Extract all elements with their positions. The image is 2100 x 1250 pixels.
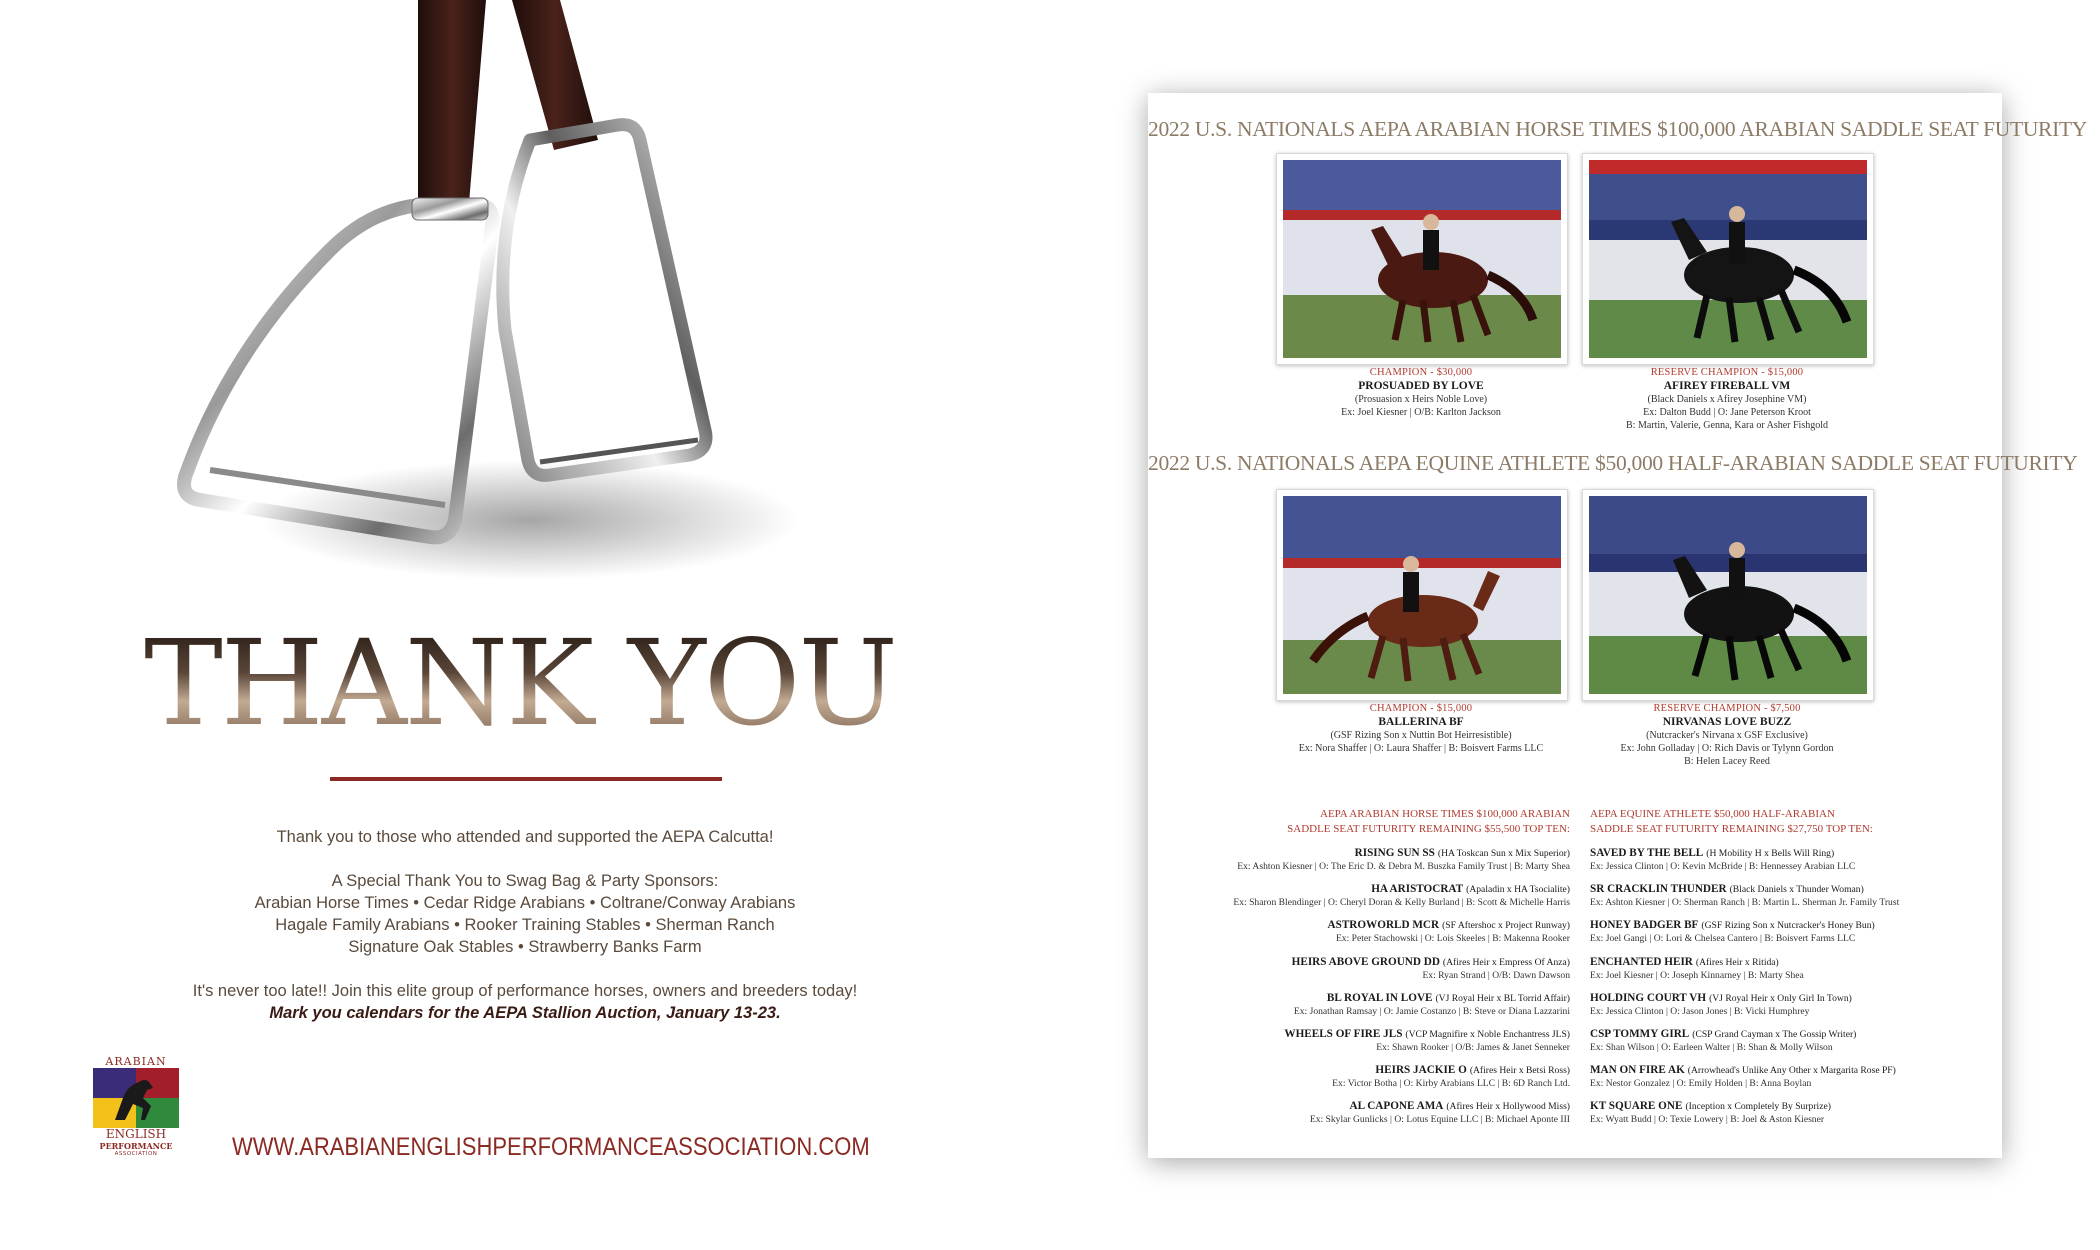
entry-people: Ex: Ashton Kiesner | O: Sherman Ranch | B: Martin L. Sherman Jr. Family Trust: [1590, 897, 1900, 909]
entry-title-line: [1150, 992, 1570, 1004]
invite-line: It's never too late!! Join this elite group of performance horses, owners and breeders today!: [192, 982, 858, 1000]
entry-people: Ex: Skylar Gunlicks | O: Lotus Equine LLC | B: Michael Aponte III: [1309, 1114, 1570, 1126]
heading-line: AEPA EQUINE ATHLETE $50,000 HALF-ARABIAN: [1590, 808, 1835, 820]
entry-horse-name: SR CRACKLIN THUNDER: [1590, 883, 1727, 896]
entry-horse-name: ASTROWORLD MCR: [1327, 919, 1440, 932]
entry-pedigree: (Apaladin x HA Tsocialite): [1466, 884, 1570, 896]
champion-caption: [1256, 367, 1586, 418]
entry-people: Ex: Joel Kiesner | O: Joseph Kinnarney | B: Marty Shea: [1590, 969, 1804, 981]
horse-name: NIRVANAS LOVE BUZZ: [1662, 716, 1792, 728]
sponsors-title: A Special Thank You to Swag Bag & Party Sponsors:: [331, 872, 719, 890]
entry-people: Ex: Ashton Kiesner | O: The Eric D. & Debra M. Buszka Family Trust | B: Marty Shea: [1237, 861, 1570, 872]
sponsor-line: Arabian Horse Times • Cedar Ridge Arabians • Coltrane/Conway Arabians: [254, 894, 796, 912]
entry-people: Ex: Shan Wilson | O: Earleen Walter | B: Shan & Molly Wilson: [1590, 1042, 1833, 1053]
entry-title-line: [1590, 992, 2010, 1004]
horse-name: BALLERINA BF: [1378, 716, 1464, 728]
horse-photo-image: [1283, 160, 1561, 358]
entry-pedigree: (Inception x Completely By Surprize): [1685, 1101, 1831, 1113]
sponsor-line: Signature Oak Stables • Strawberry Banks Farm: [348, 938, 702, 956]
top-ten-heading: [1170, 807, 1570, 837]
entry-horse-name: ENCHANTED HEIR: [1590, 955, 1693, 968]
stirrups-image: [150, 0, 870, 610]
entry-pedigree: (Arrowhead's Unlike Any Other x Margarita Rose PF): [1687, 1065, 1896, 1077]
entry-horse-name: SAVED BY THE BELL: [1590, 847, 1704, 859]
entry-pedigree: (VJ Royal Heir x BL Torrid Affair): [1435, 992, 1570, 1004]
award-label: RESERVE CHAMPION - $15,000: [1650, 367, 1804, 378]
entry-horse-name: RISING SUN SS: [1354, 847, 1435, 859]
entry-title-line: [1590, 847, 2010, 859]
entry-horse-name: HA ARISTOCRAT: [1371, 883, 1464, 896]
top-ten-entry: [1590, 847, 2010, 872]
top-ten-entry: [1590, 956, 2010, 981]
entry-pedigree: (Afires Heir x Empress Of Anza): [1442, 956, 1570, 968]
left-page: [0, 0, 1040, 1250]
sponsor-line: Hagale Family Arabians • Rooker Training Stables • Sherman Ranch: [275, 916, 775, 934]
champion-caption: [1256, 703, 1586, 754]
entry-pedigree: (VJ Royal Heir x Only Girl In Town): [1709, 992, 1852, 1004]
caption-line: (GSF Rizing Son x Nuttin Bot Heirresistible): [1330, 730, 1512, 741]
top-ten-entry: [1150, 956, 1570, 981]
entry-horse-name: CSP TOMMY GIRL: [1590, 1028, 1690, 1040]
entry-title-line: [1590, 956, 2010, 968]
horse-name: PROSUADED BY LOVE: [1358, 380, 1484, 392]
futurity-heading: 2022 U.S. NATIONALS AEPA EQUINE ATHLETE $50,000 HALF-ARABIAN SADDLE SEAT FUTURITY: [1148, 451, 2078, 475]
horse-name: AFIREY FIREBALL VM: [1663, 380, 1791, 392]
top-ten-entry: [1150, 883, 1570, 908]
entry-title-line: [1150, 847, 1570, 859]
entry-horse-name: KT SQUARE ONE: [1590, 1100, 1683, 1113]
caption-line: Ex: Joel Kiesner | O/B: Karlton Jackson: [1341, 407, 1501, 418]
heading-line: AEPA ARABIAN HORSE TIMES $100,000 ARABIAN: [1320, 808, 1570, 820]
horse-photo-image: [1589, 160, 1867, 358]
entry-people: Ex: Wyatt Budd | O: Texie Lowery | B: Joel & Aston Kiesner: [1590, 1114, 1825, 1126]
caption-line: Ex: John Golladay | O: Rich Davis or Tylynn Gordon: [1620, 743, 1834, 754]
thank-you-headline: THANK YOU: [0, 618, 1040, 748]
entry-horse-name: HONEY BADGER BF: [1590, 919, 1699, 932]
award-label: CHAMPION - $30,000: [1369, 367, 1473, 378]
caption-line: B: Martin, Valerie, Genna, Kara or Asher Fishgold: [1626, 420, 1828, 431]
top-ten-entry: [1590, 919, 2010, 944]
entry-people: Ex: Jessica Clinton | O: Kevin McBride | B: Hennessey Arabian LLC: [1590, 861, 1856, 872]
entry-pedigree: (SF Aftershoc x Project Runway): [1442, 920, 1570, 932]
entry-pedigree: (H Mobility H x Bells Will Ring): [1706, 848, 1835, 859]
reserve-photo: [1582, 153, 1874, 365]
reserve-photo: [1582, 489, 1874, 701]
auction-line: Mark you calendars for the AEPA Stallion Auction, January 13-23.: [269, 1004, 781, 1022]
divider-rule: [330, 777, 722, 781]
entry-title-line: [1150, 956, 1570, 968]
reserve-caption: [1562, 367, 1892, 431]
entry-title-line: [1590, 919, 2010, 931]
champion-photo: [1276, 153, 1568, 365]
caption-line: Ex: Nora Shaffer | O: Laura Shaffer | B: Boisvert Farms LLC: [1298, 743, 1544, 754]
thanks-line: Thank you to those who attended and supported the AEPA Calcutta!: [276, 828, 774, 846]
futurity-heading: 2022 U.S. NATIONALS AEPA ARABIAN HORSE TIMES $100,000 ARABIAN SADDLE SEAT FUTURITY: [1148, 117, 2088, 141]
logo-top-text: ARABIAN: [105, 1055, 167, 1068]
entry-people: Ex: Sharon Blendinger | O: Cheryl Doran & Kelly Burland | B: Scott & Michelle Harris: [1233, 897, 1570, 909]
entry-pedigree: (VCP Magnifire x Noble Enchantress JLS): [1405, 1029, 1570, 1040]
top-ten-entry: [1590, 883, 2010, 908]
entry-title-line: [1150, 883, 1570, 895]
heading-line: SADDLE SEAT FUTURITY REMAINING $27,750 TOP TEN:: [1590, 823, 1873, 835]
entry-horse-name: MAN ON FIRE AK: [1590, 1064, 1685, 1077]
caption-line: Ex: Dalton Budd | O: Jane Peterson Kroot: [1643, 407, 1811, 418]
entry-pedigree: (HA Toskcan Sun x Mix Superior): [1437, 848, 1570, 859]
entry-people: Ex: Peter Stachowski | O: Lois Skeeles | B: Makenna Rooker: [1335, 933, 1570, 945]
entry-people: Ex: Jonathan Ramsay | O: Jamie Costanzo | B: Steve or Diana Lazzarini: [1293, 1005, 1570, 1017]
entry-pedigree: (CSP Grand Cayman x The Gossip Writer): [1692, 1029, 1857, 1040]
logo-line: ENGLISH: [105, 1127, 167, 1141]
entry-title-line: [1590, 883, 2010, 895]
entry-pedigree: (Black Daniels x Thunder Woman): [1729, 884, 1864, 896]
entry-horse-name: AL CAPONE AMA: [1349, 1100, 1444, 1113]
horse-photo-image: [1283, 496, 1561, 694]
entry-horse-name: HEIRS JACKIE O: [1375, 1064, 1467, 1077]
horse-emblem-icon: [93, 1068, 179, 1128]
caption-line: B: Helen Lacey Reed: [1684, 756, 1770, 767]
champion-photo: [1276, 489, 1568, 701]
logo-line: PERFORMANCE: [99, 1141, 173, 1151]
entry-title-line: [1590, 1100, 2010, 1112]
top-ten-entry: [1590, 1064, 2010, 1089]
top-ten-entry: [1150, 1064, 1570, 1089]
entry-people: Ex: Joel Gangi | O: Lori & Chelsea Cantero | B: Boisvert Farms LLC: [1590, 933, 1856, 945]
website-link[interactable]: WWW.ARABIANENGLISHPERFORMANCEASSOCIATION.COM: [232, 1133, 870, 1161]
horse-photo-image: [1589, 496, 1867, 694]
logo-line: ASSOCIATION: [114, 1151, 158, 1157]
entry-pedigree: (GSF Rizing Son x Nutcracker's Honey Bun): [1701, 920, 1875, 932]
heading-line: SADDLE SEAT FUTURITY REMAINING $55,500 TOP TEN:: [1287, 823, 1570, 835]
top-ten-entry: [1150, 847, 1570, 872]
entry-horse-name: HOLDING COURT VH: [1590, 991, 1707, 1004]
results-flyer: [1148, 93, 2088, 1158]
caption-line: (Nutcracker's Nirvana x GSF Exclusive): [1646, 730, 1808, 741]
top-ten-entry: [1150, 1028, 1570, 1053]
top-ten-entry: [1150, 992, 1570, 1017]
top-ten-entry: [1590, 1100, 2010, 1125]
entry-horse-name: HEIRS ABOVE GROUND DD: [1291, 955, 1440, 968]
award-label: RESERVE CHAMPION - $7,500: [1653, 703, 1801, 714]
top-ten-entry: [1150, 919, 1570, 944]
entry-people: Ex: Ryan Strand | O/B: Dawn Dawson: [1422, 969, 1570, 981]
entry-title-line: [1150, 1100, 1570, 1112]
entry-horse-name: WHEELS OF FIRE JLS: [1284, 1028, 1403, 1040]
caption-line: (Black Daniels x Afirey Josephine VM): [1647, 394, 1807, 405]
top-ten-heading: [1590, 807, 1990, 837]
top-ten-entry: [1590, 1028, 2010, 1053]
entry-title-line: [1150, 919, 1570, 931]
entry-people: Ex: Nestor Gonzalez | O: Emily Holden | B: Anna Boylan: [1590, 1078, 1812, 1090]
entry-pedigree: (Afires Heir x Hollywood Miss): [1446, 1101, 1570, 1113]
award-label: CHAMPION - $15,000: [1369, 703, 1473, 714]
entry-title-line: [1590, 1028, 2010, 1040]
caption-line: (Prosuasion x Heirs Noble Love): [1354, 394, 1488, 405]
top-ten-entry: [1150, 1100, 1570, 1125]
entry-title-line: [1150, 1028, 1570, 1040]
top-ten-entry: [1590, 992, 2010, 1017]
entry-title-line: [1150, 1064, 1570, 1076]
entry-people: Ex: Shawn Rooker | O/B: James & Janet Senneker: [1376, 1042, 1570, 1053]
entry-horse-name: BL ROYAL IN LOVE: [1326, 991, 1433, 1004]
entry-pedigree: (Afires Heir x Ritida): [1695, 956, 1779, 968]
aepa-logo: [93, 1055, 179, 1163]
reserve-caption: [1562, 703, 1892, 767]
entry-pedigree: (Afires Heir x Betsi Ross): [1469, 1065, 1570, 1077]
entry-people: Ex: Jessica Clinton | O: Jason Jones | B: Vicki Humphrey: [1590, 1005, 1810, 1017]
entry-title-line: [1590, 1064, 2010, 1076]
entry-people: Ex: Victor Botha | O: Kirby Arabians LLC | B: 6D Ranch Ltd.: [1332, 1078, 1570, 1090]
